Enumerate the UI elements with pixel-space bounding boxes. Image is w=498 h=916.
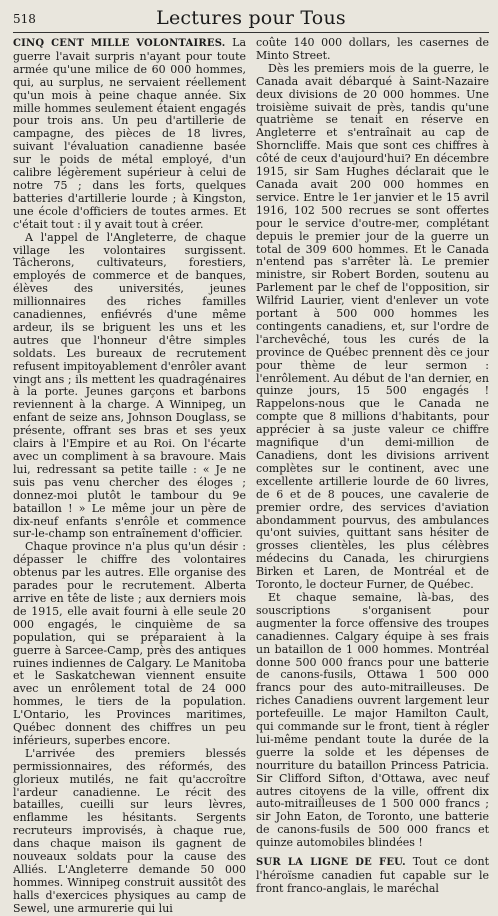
paragraph: coûte 140 000 dollars, les casernes de Minto Street. [256,36,489,62]
running-title: Lectures pour Tous [156,7,346,29]
paragraph: Chaque province n'a plus qu'un désir : dépasser le chiffre des volontaires obtenus par les autres. Elle organise des parades pour le recrutement. Alberta arrive en tête de liste ; aux derniers mois de 1915, elle avait fourni à elle seule 20 000 engagés, le cinquième de sa population, qui se préparaient à la guerre à Sarcee-Camp, près des antiques ruines indiennes de Calgary. Le Manitoba et le Saskatchewan viennent ensuite avec un enrôlement total de 24 000 hommes, le tiers de la population. L'Ontario, les Provinces maritimes, Québec donnent des chiffres un peu inférieurs, superbes encore. [13,540,246,747]
paragraph: Dès les premiers mois de la guerre, le Canada avait débarqué à Saint-Nazaire deux divisions de 20 000 hommes. Une troisième suivait de près, tandis qu'une quatrième se tenait en réserve en Angleterre et s'entraînait au cap de Shorncliffe. Mais que sont ces chiffres à côté de ceux d'aujourd'hui? En décembre 1915, sir Sam Hughes déclarait que le Canada avait 200 000 hommes en service. Entre le 1er janvier et le 15 avril 1916, 102 500 recrues se sont offertes pour le service d'outre-mer, complétant depuis le premier jour de la guerre un total de 309 600 hommes. Et le Canada n'entend pas s'arrêter là. Le premier ministre, sir Robert Borden, soutenu au Parlement par le chef de l'opposition, sir Wilfrid Laurier, vient d'enlever un vote portant à 500 000 hommes les contingents canadiens, et, sur l'ordre de l'archevêché, tous les curés de la province de Québec prennent dès ce jour pour thème de leur sermon : l'enrôlement. Au début de l'an dernier, en quinze jours, 15 500 engagés ! Rappelons-nous que le Canada ne compte que 8 millions d'habitants, pour apprécier à sa juste valeur ce chiffre magnifique d'un demi-million de Canadiens, dont les divisions arrivent complètes sur le continent, avec une excellente artillerie lourde de 60 livres, de 6 et de 8 pouces, une cavalerie de premier ordre, des services d'aviation abondamment pourvus, des ambulances qu'ont suivies, quittant sans hésiter de grosses clientèles, les plus célèbres médecins du Canada, les chirurgiens Birken et Laren, de Montréal et de Toronto, le docteur Furner, de Québec. [256,61,489,592]
paragraph-text: Tout ce dont l'héroïsme canadien fut capable sur le front franco-anglais, le maréchal [256,855,490,895]
paragraph: L'arrivée des premiers blessés permissionnaires, des réformés, des glorieux mutilés, ne fait qu'accroître l'ardeur canadienne. Le récit des batailles, cueilli sur leurs lèvres, enflamme les hésitants. Sergents recruteurs improvisés, à chaque rue, dans chaque maison ils gagnent de nouveaux soldats pour la cause des Alliés. L'Angleterre demande 50 000 hommes. Winnipeg construit aussitôt des halls d'exercices physiques au camp de Sewel, une armurerie qui lui [13,746,246,915]
paragraph [13,37,246,232]
page-number: 518 [13,12,36,26]
paragraph [256,856,489,896]
section-rubric: SUR LA LIGNE DE FEU. [256,857,406,869]
page-header [13,6,489,33]
paragraph: Et chaque semaine, là-bas, des souscriptions s'organisent pour augmenter la force offensive des troupes canadiennes. Calgary équipe à ses frais un bataillon de 1 000 hommes. Montréal donne 500 000 francs pour une batterie de canons-fusils, Ottawa 1 500 000 francs pour des auto-mitrailleuses. De riches Canadiens ouvrent largement leur portefeuille. Le major Hamilton Cault, qui commande sur le front, tient à régler lui-même pendant toute la durée de la guerre la solde et les dépenses de nourriture du bataillon Princess Patricia. Sir Clifford Sifton, d'Ottawa, avec neuf autres citoyens de la ville, offrent dix auto-mitrailleuses de 1 500 000 francs ; sir John Eaton, de Toronto, une batterie de canons-fusils de 500 000 francs et quinze automobiles blindées ! [256,590,489,850]
paragraph-text: La guerre l'avait surpris n'ayant pour toute armée qu'une milice de 60 000 hommes, qui, au surplus, ne servaient réellement qu'un mois à peine chaque année. Six mille hommes seulement étaient engagés pour trois ans. Un peu d'artillerie de campagne, des pièces de 18 livres, suivant l'évaluation canadienne basée sur le poids de métal employé, d'un calibre légèrement supérieur à celui de notre 75 ; dans les forts, quelques batteries d'artillerie lourde ; à Kingston, une école d'officiers de toutes armes. Et c'était tout : il y avait tout à créer. [13,36,247,231]
text-columns [13,37,489,916]
paragraph: A l'appel de l'Angleterre, de chaque village les volontaires surgissent. Tâcherons, cultivateurs, forestiers, employés de commerce et de banques, élèves des universités, jeunes millionnaires des riches familles canadiennes, enfiévrés d'une même ardeur, ils se briguent les uns et les autres que l'honneur d'être simples soldats. Les bureaux de recrutement refusent impitoyablement d'enrôler avant vingt ans ; ils mettent les quadragénaires à la porte. Jeunes garçons et barbons reviennent à la charge. A Winnipeg, un enfant de seize ans, Johnson Douglass, se présente, offrant ses bras et ses yeux clairs à l'Empire et au Roi. On l'écarte avec un compliment à sa bravoure. Mais lui, redressant sa petite taille : « Je ne suis pas venu chercher des éloges ; donnez-moi plutôt le tambour du 9e bataillon ! » Le même jour un père de dix-neuf enfants s'enrôle et commence sur-le-champ son entraînement d'officier. [13,230,246,541]
right-column [256,37,489,916]
left-column [13,37,246,916]
section-rubric: CINQ CENT MILLE VOLONTAIRES. [13,38,226,49]
